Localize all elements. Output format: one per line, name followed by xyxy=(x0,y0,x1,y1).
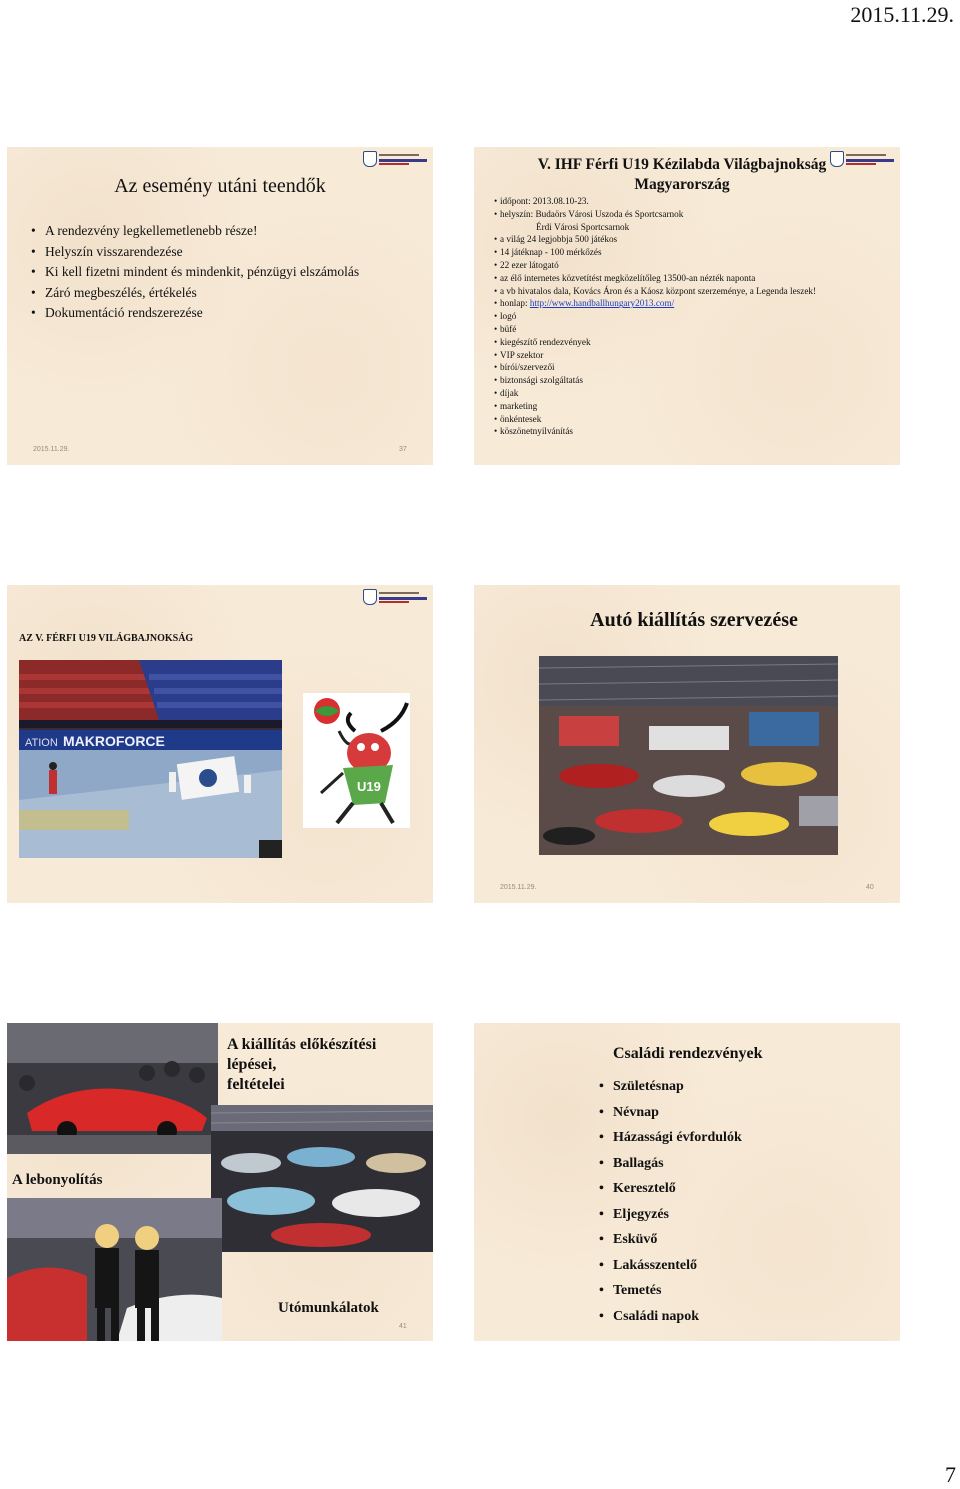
item-text: a világ 24 legjobbja 500 játékos xyxy=(500,234,618,245)
item-text: bírói/szervezői xyxy=(500,362,555,373)
item-text: helyszín: Budaörs Városi Uszoda és Sportcsarnok xyxy=(500,208,684,219)
slide-number: 37 xyxy=(399,446,407,453)
arena-photo xyxy=(19,660,282,858)
list-item: • Esküvő xyxy=(597,1227,887,1253)
car-show-photo xyxy=(539,656,838,855)
list-item xyxy=(492,336,892,349)
list-item xyxy=(492,233,892,246)
list-item: • Keresztelő xyxy=(597,1176,887,1202)
banner-text: MAKROFORCE xyxy=(63,733,165,749)
slide-title: Családi rendezvények xyxy=(613,1045,763,1062)
slide-footer-date: 2015.11.29. xyxy=(33,446,70,453)
list-item xyxy=(492,208,892,221)
list-item xyxy=(492,259,892,272)
item-text: büfé xyxy=(500,323,517,334)
title-line-2: Magyarország xyxy=(634,176,730,193)
list-item: • Záró megbeszélés, értékelés xyxy=(29,283,429,304)
item-text: időpont: 2013.08.10-23. xyxy=(500,196,589,206)
title-line-1: V. IHF Férfi U19 Kézilabda Világbajnokság xyxy=(537,156,827,173)
mascot-jersey-text: U19 xyxy=(357,779,381,794)
homepage-link[interactable]: http://www.handballhungary2013.com/ xyxy=(529,298,675,309)
list-item xyxy=(492,297,892,310)
vintage-cars-photo xyxy=(211,1105,433,1252)
list-item xyxy=(492,246,892,259)
item-text: 22 ezer látogató xyxy=(500,259,559,270)
item-text: köszönetnyilvánítás xyxy=(500,426,573,437)
list-item xyxy=(492,195,892,208)
mascot-image xyxy=(303,693,410,828)
list-item: • Temetés xyxy=(597,1278,887,1304)
list-item: • Névnap xyxy=(597,1100,887,1126)
list-item xyxy=(492,310,892,323)
page-number: 7 xyxy=(945,1462,956,1487)
bullet-list xyxy=(29,221,429,324)
slide-footer-date: 2015.11.29. xyxy=(500,884,537,891)
item-text: önkéntesek xyxy=(500,413,542,424)
list-item: • Eljegyzés xyxy=(597,1202,887,1228)
slide-title: Az esemény utáni teendők xyxy=(114,175,326,197)
item-text: logó xyxy=(500,311,517,322)
item-text: honlap: xyxy=(500,298,530,309)
slide-number: 40 xyxy=(866,884,874,891)
item-text: Érdi Városi Sportcsarnok xyxy=(536,221,630,232)
item-text: kiegészítő rendezvények xyxy=(500,336,591,347)
list-item xyxy=(492,374,892,387)
list-item xyxy=(492,272,892,285)
list-item: • Lakásszentelő xyxy=(597,1253,887,1279)
list-item: • A rendezvény legkellemetlenebb része! xyxy=(29,221,429,242)
slide-after-event-tasks xyxy=(7,147,433,465)
slide-heading: AZ V. FÉRFI U19 VILÁGBAJNOKSÁG xyxy=(19,633,194,644)
list-item xyxy=(492,425,892,438)
slide-u19-photos xyxy=(7,585,433,903)
slide-u19-championship-info xyxy=(474,147,900,465)
list-item: • Helyszín visszarendezése xyxy=(29,242,429,263)
item-text: a vb hivatalos dala, Kovács Áron és a Káosz központ szerzeménye, a Legenda leszek! xyxy=(500,285,817,296)
slide-title xyxy=(474,155,890,195)
list-item xyxy=(492,400,892,413)
list-item xyxy=(492,413,892,426)
item-text: marketing xyxy=(500,400,538,411)
red-car-photo xyxy=(7,1023,218,1154)
models-photo xyxy=(7,1198,222,1341)
item-text: díjak xyxy=(500,387,519,398)
list-item xyxy=(492,323,892,336)
list-item xyxy=(492,285,892,298)
banner-left-text: ATION xyxy=(25,737,58,749)
list-item: • Családi napok xyxy=(597,1304,887,1330)
slide-family-events xyxy=(474,1023,900,1341)
slide-car-exhibition xyxy=(474,585,900,903)
item-text: biztonsági szolgáltatás xyxy=(500,375,583,386)
list-item xyxy=(492,349,892,362)
slide-title xyxy=(227,1035,376,1095)
item-text: VIP szektor xyxy=(500,349,544,360)
list-item-continued xyxy=(492,221,892,234)
info-list xyxy=(492,195,892,438)
item-text: az élő internetes közvetítést megközelítőleg 13500-an nézték naponta xyxy=(500,272,756,283)
title-line-3: feltételei xyxy=(227,1076,285,1093)
aftermath-label: Utómunkálatok xyxy=(278,1300,379,1316)
list-item: • Ki kell fizetni mindent és mindenkit, pénzügyi elszámolás xyxy=(29,262,429,283)
slide-exhibition-steps xyxy=(7,1023,433,1341)
page-date: 2015.11.29. xyxy=(850,2,954,27)
list-item: • Születésnap xyxy=(597,1074,887,1100)
list-item xyxy=(492,387,892,400)
family-events-list xyxy=(597,1074,887,1329)
organizer-logo xyxy=(363,589,429,605)
list-item xyxy=(492,361,892,374)
list-item: • Ballagás xyxy=(597,1151,887,1177)
organizer-logo xyxy=(363,151,429,167)
title-line-1: A kiállítás előkészítési xyxy=(227,1036,377,1053)
slide-title: Autó kiállítás szervezése xyxy=(590,609,798,631)
slide-number: 41 xyxy=(399,1323,407,1330)
list-item: • Házassági évfordulók xyxy=(597,1125,887,1151)
title-line-2: lépései, xyxy=(227,1056,277,1073)
item-text: 14 játéknap - 100 mérkőzés xyxy=(500,247,602,258)
execution-label: A lebonyolítás xyxy=(12,1172,103,1188)
list-item: • Dokumentáció rendszerezése xyxy=(29,303,429,324)
